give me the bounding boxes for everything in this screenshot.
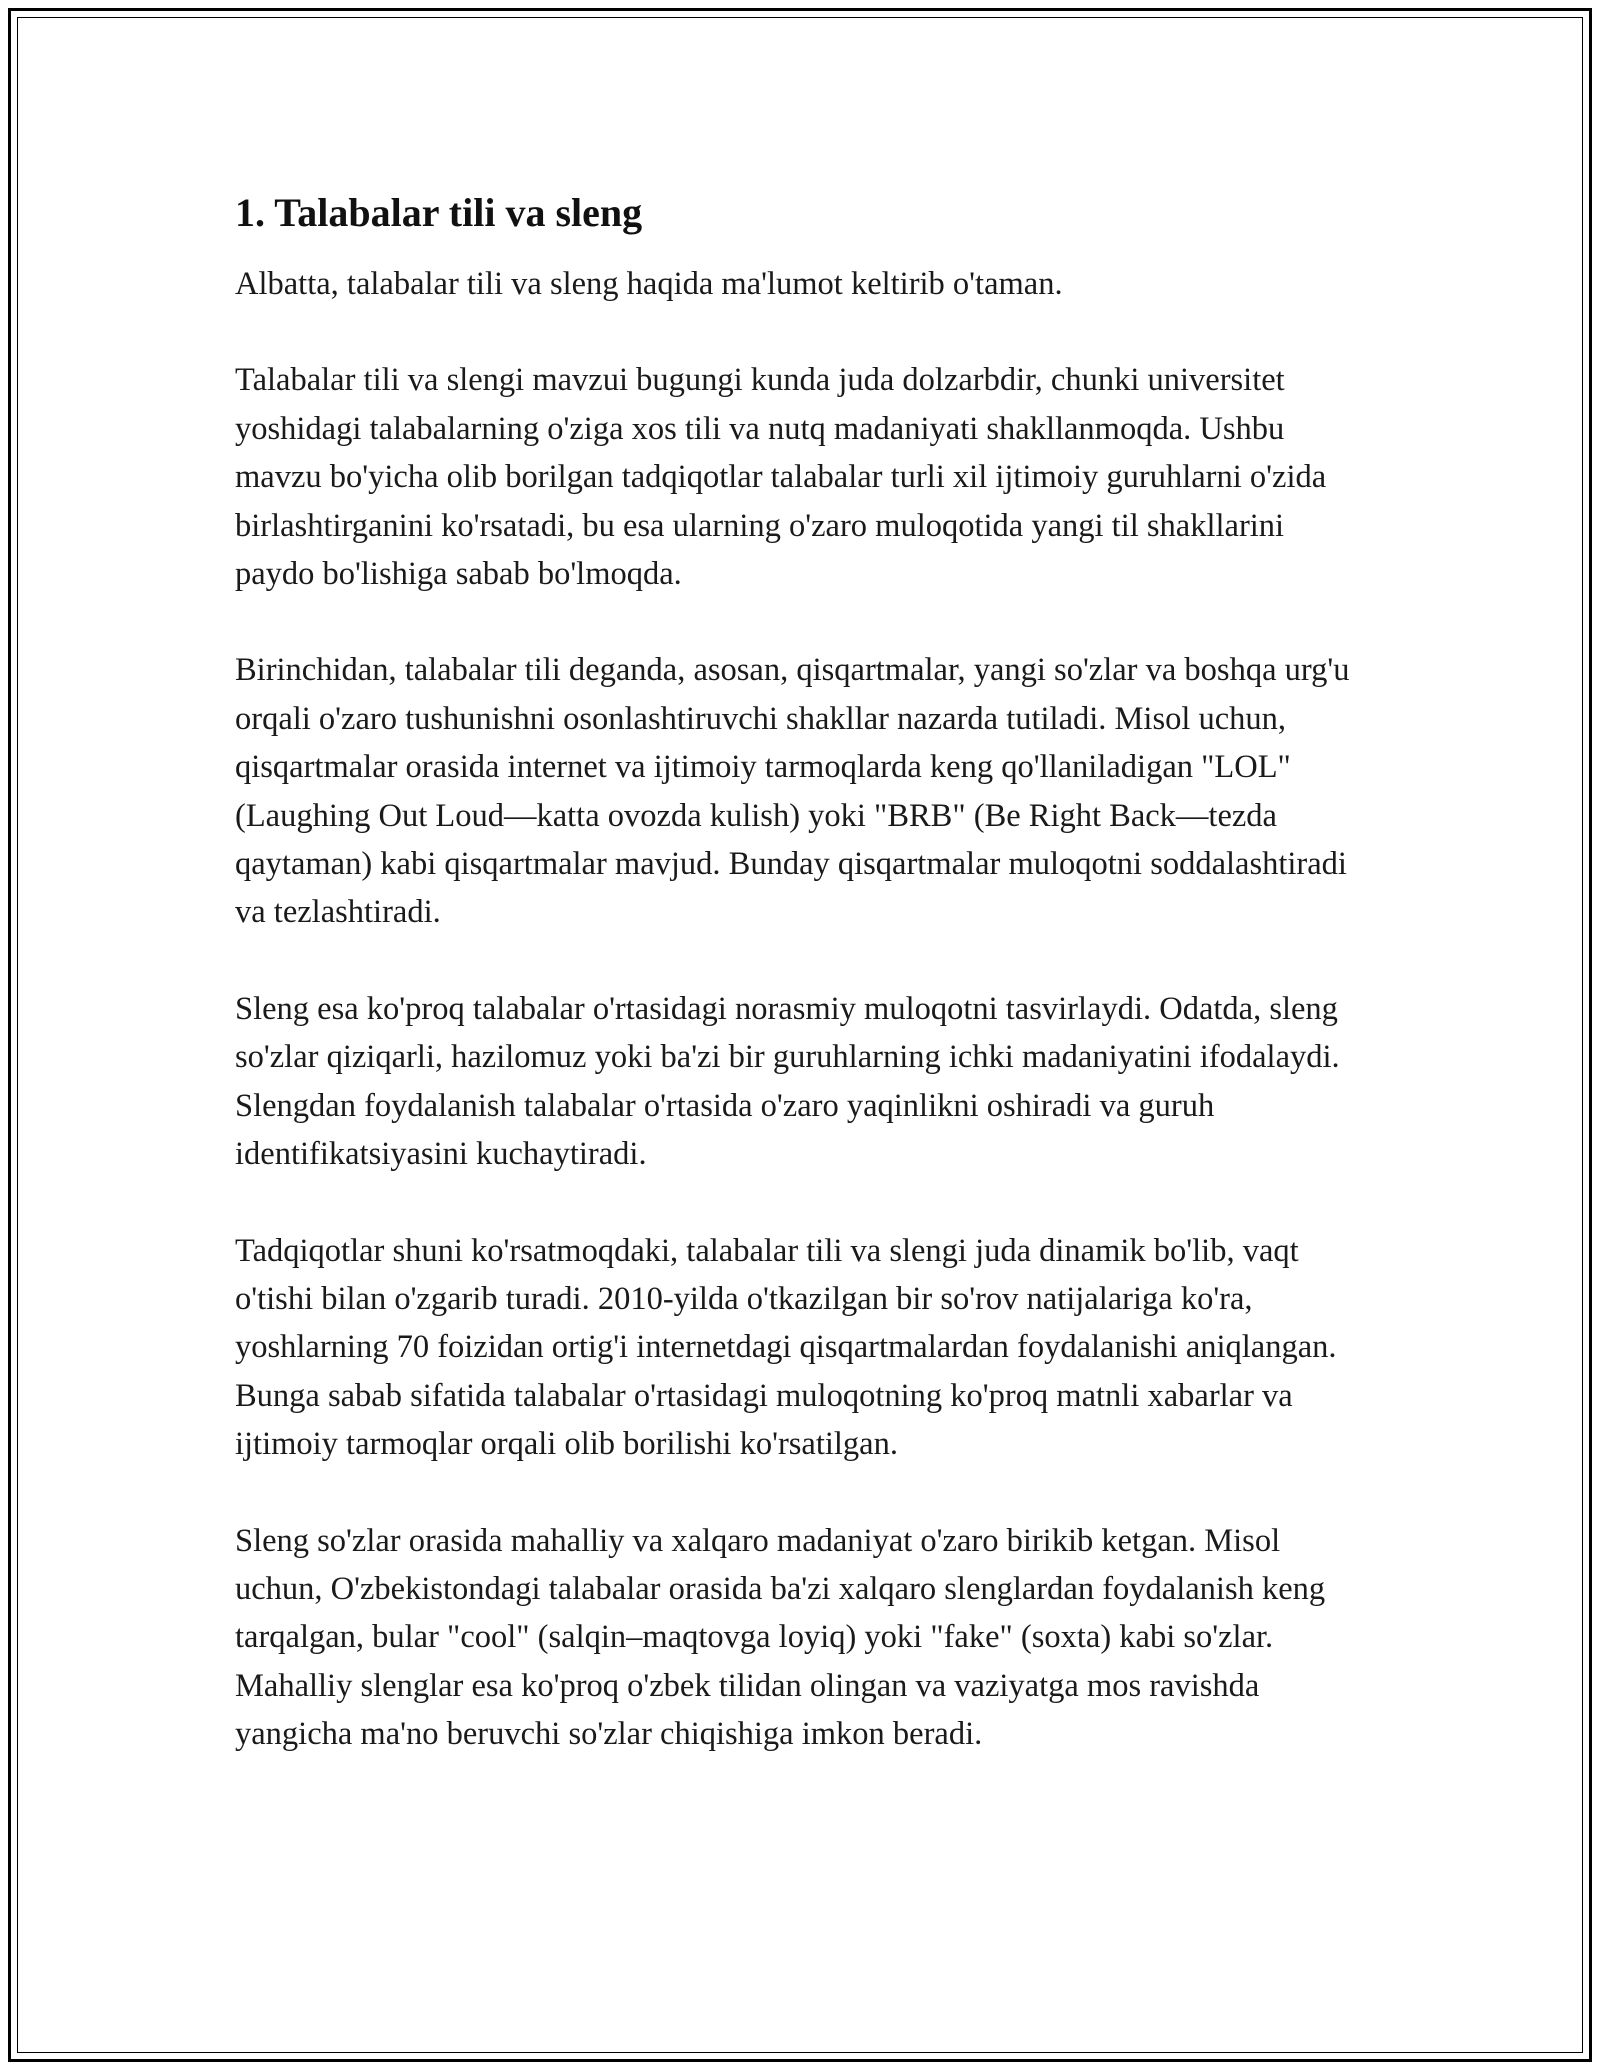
section-heading: 1. Talabalar tili va sleng	[235, 190, 643, 235]
paragraph-abbreviations: Birinchidan, talabalar tili deganda, asosan, qisqartmalar, yangi so'zlar va boshqa urg'u orqali o'zaro tushunishni osonlashtiruvchi shakllar nazarda tutiladi. Misol uchun, qisqartmalar orasida internet va ijtimoiy tarmoqlarda keng qo'llaniladigan "LOL" (Laughing Out Loud—katta ovozda kulish) yoki "BRB" (Be Right Back—tezda qaytaman) kabi qisqartmalar mavjud. Bunday qisqartmalar muloqotni soddalashtiradi va tezlashtiradi.	[235, 652, 1350, 931]
document-body	[235, 186, 1365, 1807]
paragraph-research: Tadqiqotlar shuni ko'rsatmoqdaki, talabalar tili va slengi juda dinamik bo'lib, vaqt o'tishi bilan o'zgarib turadi. 2010-yilda o'tkazilgan bir so'rov natijalariga ko'ra, yoshlarning 70 foizidan ortig'i internetdagi qisqartmalardan foydalanishi aniqlangan. Bunga sabab sifatida talabalar o'rtasidagi muloqotning ko'proq matnli xabarlar va ijtimoiy tarmoqlar orqali olib borilishi ko'rsatilgan.	[235, 1232, 1337, 1463]
paragraph-topic-relevance: Talabalar tili va slengi mavzui bugungi kunda juda dolzarbdir, chunki universitet yoshidagi talabalarning o'ziga xos tili va nutq madaniyati shakllanmoqda. Ushbu mavzu bo'yicha olib borilgan tadqiqotlar talabalar turli xil ijtimoiy guruhlarni o'zida birlashtirganini ko'rsatadi, bu esa ularning o'zaro muloqotida yangi til shakllarini paydo bo'lishiga sabab bo'lmoqda.	[235, 362, 1327, 593]
paragraph-slang-definition: Sleng esa ko'proq talabalar o'rtasidagi norasmiy muloqotni tasvirlaydi. Odatda, sleng so'zlar qiziqarli, hazilomuz yoki ba'zi bir guruhlarning ichki madaniyatini ifodalaydi. Slengdan foydalanish talabalar o'rtasida o'zaro yaqinlikni oshiradi va guruh identifikatsiyasini kuchaytiradi.	[235, 990, 1340, 1173]
paragraph-local-international: Sleng so'zlar orasida mahalliy va xalqaro madaniyat o'zaro birikib ketgan. Misol uchun, O'zbekistondagi talabalar orasida ba'zi xalqaro slenglardan foydalanish keng tarqalgan, bular "cool" (salqin–maqtovga loyiq) yoki "fake" (soxta) kabi so'zlar. Mahalliy slenglar esa ko'proq o'zbek tilidan olingan va vaziyatga mos ravishda yangicha ma'no beruvchi so'zlar chiqishiga imkon beradi.	[235, 1522, 1326, 1753]
paragraph-intro: Albatta, talabalar tili va sleng haqida ma'lumot keltirib o'taman.	[235, 266, 1063, 302]
